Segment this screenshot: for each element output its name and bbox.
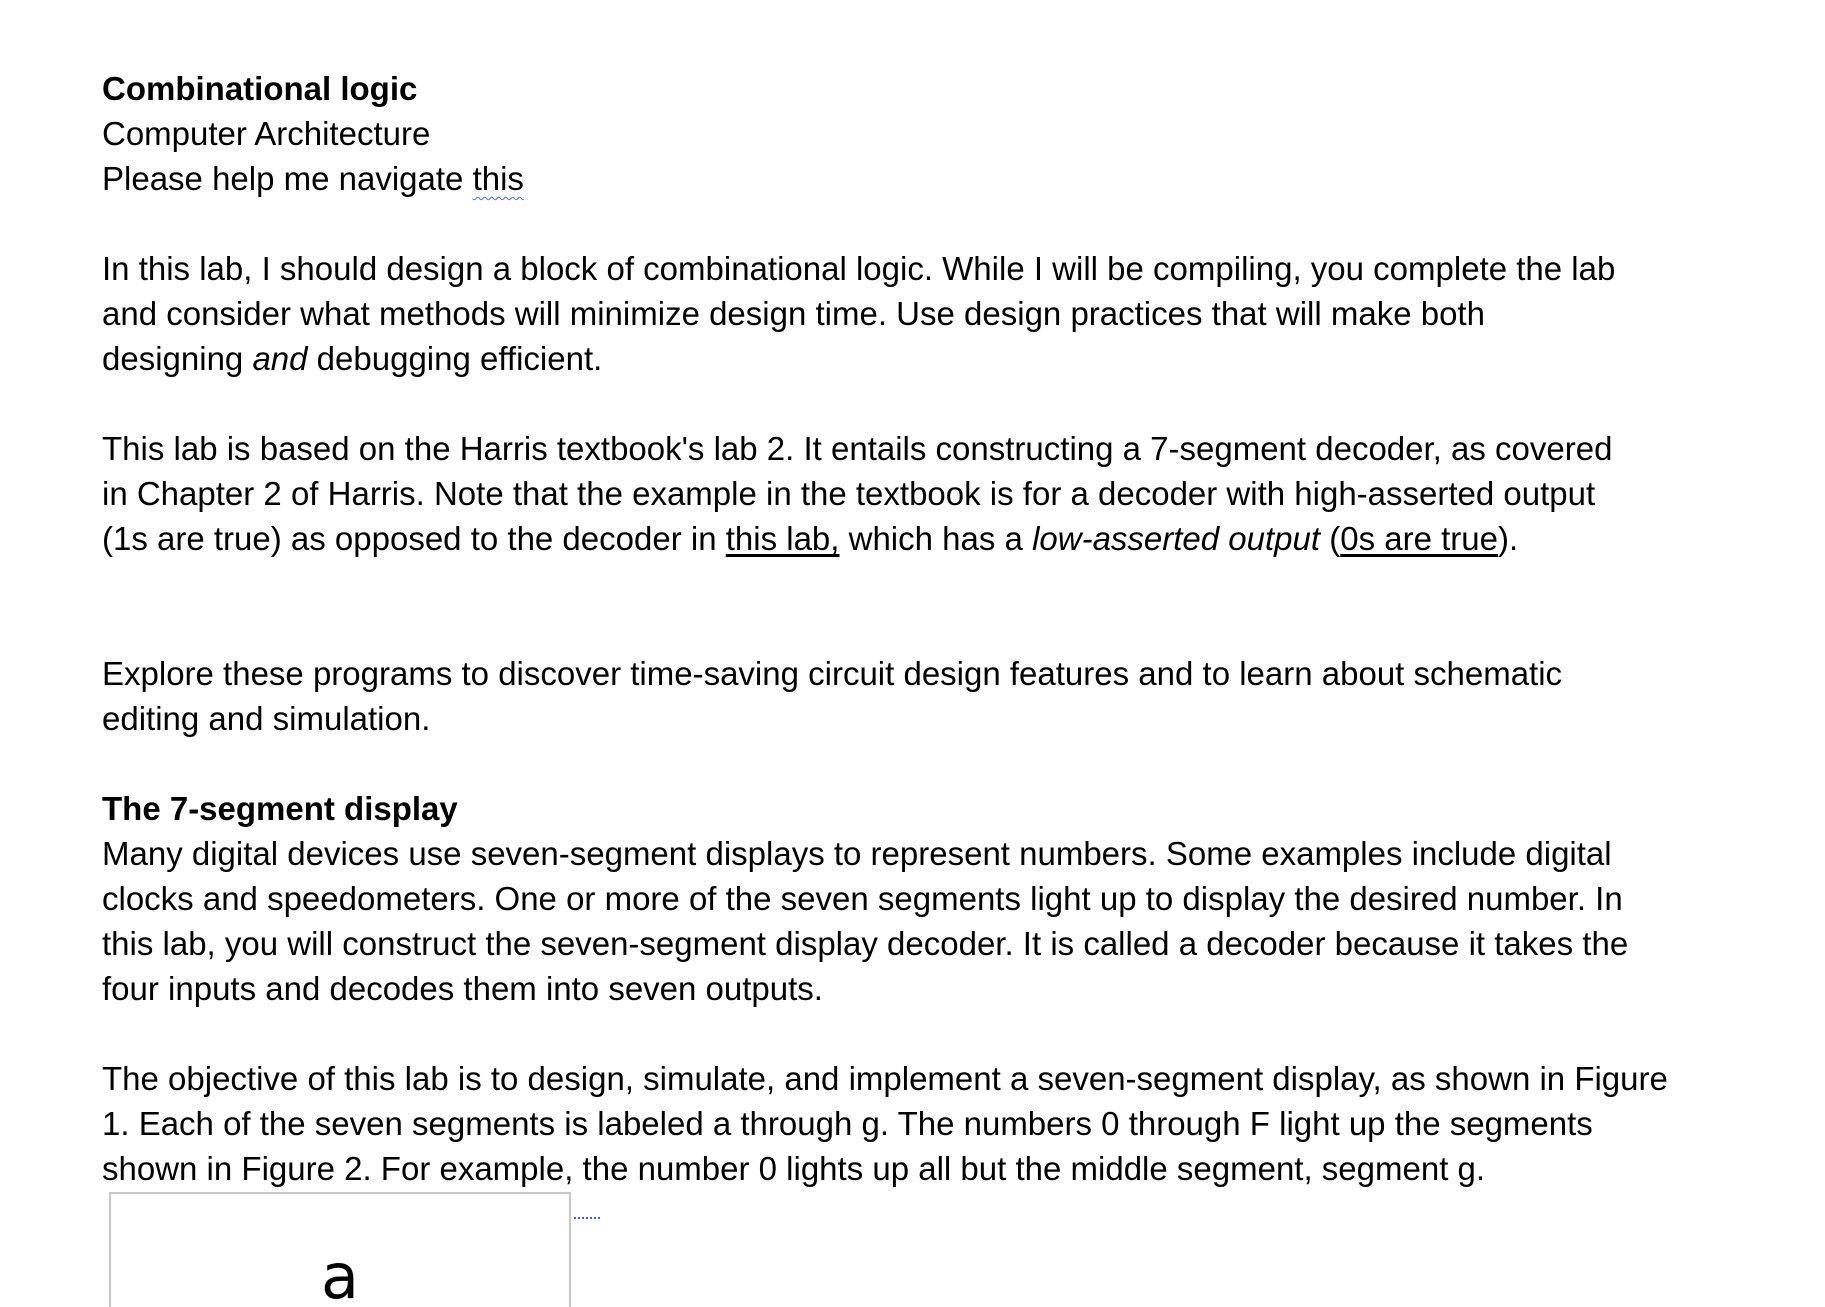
help-request — [102, 156, 1682, 201]
harris-line-1: This lab is based on the Harris textbook's lab 2. It entails constructing a 7-segment decoder, as covered — [102, 430, 1613, 467]
harris-line-3-mid: which has a — [839, 520, 1033, 557]
segment-label-a: a — [321, 1240, 359, 1307]
intro-line-3-post: debugging efficient. — [307, 340, 603, 377]
explore-line-2: editing and simulation. — [102, 700, 431, 737]
explore-line-1: Explore these programs to discover time-saving circuit design features and to learn about schematic — [102, 655, 1563, 692]
doc-title: Combinational logic — [102, 70, 418, 107]
this-lab-link[interactable]: this lab, — [725, 520, 840, 557]
harris-line-3-open: ( — [1320, 520, 1341, 557]
figure-anchor-marker — [574, 1217, 600, 1219]
emphasis-and: and — [252, 340, 308, 377]
intro-paragraph — [102, 246, 1682, 381]
emphasis-low-asserted: low-asserted output — [1032, 520, 1321, 557]
spacer — [102, 381, 1682, 426]
help-request-text: Please help me navigate — [102, 160, 473, 197]
explore-paragraph — [102, 651, 1682, 741]
spacer — [102, 741, 1682, 786]
spacer — [102, 1011, 1682, 1056]
section-line-1: Many digital devices use seven-segment displays to represent numbers. Some examples include digital — [102, 835, 1612, 872]
objective-line-2: 1. Each of the seven segments is labeled a through g. The numbers 0 through F light up the segments — [102, 1105, 1593, 1142]
harris-line-3 — [102, 516, 1682, 561]
course-name: Computer Architecture — [102, 115, 431, 152]
intro-line-2: and consider what methods will minimize design time. Use design practices that will make both — [102, 295, 1485, 332]
objective-line-3: shown in Figure 2. For example, the number 0 lights up all but the middle segment, segment g. — [102, 1150, 1486, 1187]
objective-paragraph — [102, 1056, 1682, 1191]
harris-line-3-close: ). — [1497, 520, 1519, 557]
harris-line-3-pre: (1s are true) as opposed to the decoder in — [102, 520, 726, 557]
intro-line-3-pre: designing — [102, 340, 253, 377]
section-line-2: clocks and speedometers. One or more of the seven segments light up to display the desired number. In — [102, 880, 1623, 917]
section-paragraph — [102, 831, 1682, 1011]
document-body — [102, 66, 1682, 1191]
intro-line-3 — [102, 336, 1682, 381]
harris-paragraph — [102, 426, 1682, 561]
spacer — [102, 201, 1682, 246]
help-link-this[interactable]: this — [472, 160, 524, 197]
harris-line-2: in Chapter 2 of Harris. Note that the example in the textbook is for a decoder with high-asserted output — [102, 475, 1596, 512]
zeros-are-true-link[interactable]: 0s are true — [1340, 520, 1498, 557]
section-line-3: this lab, you will construct the seven-segment display decoder. It is called a decoder because it takes the — [102, 925, 1629, 962]
section-heading: The 7-segment display — [102, 790, 458, 827]
section-line-4: four inputs and decodes them into seven outputs. — [102, 970, 823, 1007]
objective-line-1: The objective of this lab is to design, simulate, and implement a seven-segment display, as shown in Figure — [102, 1060, 1668, 1097]
intro-line-1: In this lab, I should design a block of combinational logic. While I will be compiling, you complete the lab — [102, 250, 1616, 287]
figure-1-frame[interactable] — [109, 1192, 571, 1307]
spacer — [102, 561, 1682, 651]
